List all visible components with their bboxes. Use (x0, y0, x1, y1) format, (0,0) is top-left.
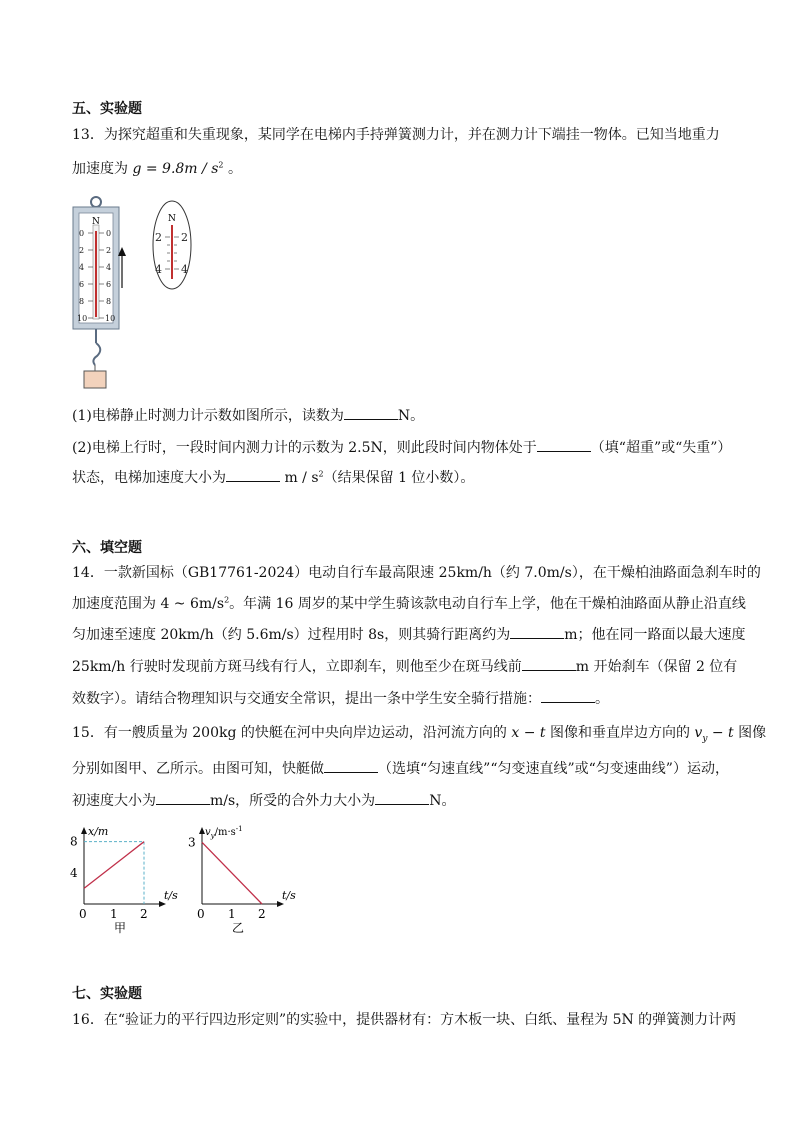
data-line (202, 842, 262, 904)
q14-line2 (72, 593, 746, 613)
vt-symbol: − t (707, 725, 734, 741)
q13-part3-note: （结果保留 1 位小数）。 (323, 470, 475, 486)
answer-blank-q15-2[interactable] (156, 791, 210, 805)
q15-line1-post: 图像 (738, 725, 767, 741)
q14-line2-post: 。年满 16 周岁的某中学生骑该款电动自行车上学，他在干燥柏油路面从静止沿直线 (229, 596, 746, 612)
gravity-exponent: 2 (218, 160, 224, 170)
q13-part3-exponent: 2 (318, 469, 324, 479)
q14-line3 (72, 624, 745, 644)
q14-line5-pre: 效数字）。请结合物理知识与交通安全常识，提出一条中学生安全骑行措施： (72, 691, 541, 707)
y-axis-unit: /m·s (214, 827, 236, 838)
scale-tick-right: 2 (106, 246, 112, 255)
q14-line5 (72, 688, 609, 708)
q14-line2-exponent: 2 (224, 595, 230, 605)
scale-tick-right: 8 (106, 297, 112, 306)
q13-part2-hint: （填“超重”或“失重”） (590, 440, 732, 456)
q13-part2 (72, 437, 731, 457)
zoom-tick-left: 2 (155, 231, 162, 244)
graph-caption: 甲 (114, 921, 127, 935)
vy-subscript: y (702, 733, 708, 744)
section-heading-6: 六、填空题 (72, 540, 142, 556)
answer-blank-q13-3[interactable] (226, 468, 280, 482)
spring-scale-figure (64, 193, 204, 393)
q13-part3-unit: m / s (284, 470, 319, 486)
answer-blank-q14-2[interactable] (522, 657, 576, 671)
q14-line4 (72, 656, 737, 676)
q13-line2-post: 。 (227, 161, 242, 177)
q14-line4-pre: 25km/h 行驶时发现前方斑马线有行人，立即刹车，则他至少在斑马线前 (72, 659, 522, 675)
q13-part3-text: 状态，电梯加速度大小为 (72, 470, 226, 486)
q15-line3-pre: 初速度大小为 (72, 793, 156, 809)
zoom-tick-right: 4 (181, 263, 188, 276)
graph-xt (66, 824, 176, 934)
q13-part3 (72, 467, 474, 487)
q14-line5-post: 。 (595, 691, 609, 707)
vy-symbol: v (694, 725, 703, 741)
scale-tick-right: 10 (105, 314, 116, 323)
graph-vt (184, 824, 304, 934)
q14-line3-post: m；他在同一路面以最大速度 (564, 627, 746, 643)
q13-line1: 13．为探究超重和失重现象，某同学在电梯内手持弹簧测力计，并在测力计下端挂一物体。已知当地重力 (72, 127, 720, 143)
q15-line3-mid: m/s，所受的合外力大小为 (210, 793, 376, 809)
data-line (84, 842, 144, 889)
answer-blank-q14-1[interactable] (510, 625, 564, 639)
q15-line2-pre: 分别如图甲、乙所示。由图可知，快艇做 (72, 761, 324, 777)
scale-tick-left: 10 (77, 314, 88, 323)
q13-part1-text: (1)电梯静止时测力计示数如图所示，读数为 (72, 408, 344, 424)
zoom-unit-label: N (168, 214, 176, 224)
q13-line2 (72, 158, 242, 178)
answer-blank-q13-1[interactable] (344, 406, 398, 420)
q13-part1-unit: N。 (397, 408, 425, 424)
q15-line3 (72, 790, 455, 810)
scale-tick-left: 2 (79, 246, 85, 255)
q14-line3-pre: 匀加速至速度 20km/h（约 5.6m/s）过程用时 8s，则其骑行距离约为 (72, 627, 511, 643)
scale-tick-right: 4 (106, 263, 112, 272)
y-tick-label: 4 (70, 865, 78, 880)
y-axis-label (205, 825, 243, 840)
x-axis-label: t/s (164, 889, 178, 902)
q15-line1 (72, 722, 766, 744)
y-tick-label: 8 (70, 834, 78, 849)
q13-part2-text: (2)电梯上行时，一段时间内测力计的示数为 2.5N，则此段时间内物体处于 (72, 440, 537, 456)
x-tick-label: 0 (79, 907, 87, 921)
answer-blank-q15-1[interactable] (324, 759, 378, 773)
q15-line1-pre: 15．有一艘质量为 200kg 的快艇在河中央向岸边运动，沿河流方向的 (72, 725, 507, 741)
x-axis-label: t/s (282, 889, 296, 902)
zoom-tick-right: 2 (181, 231, 188, 244)
section-heading-7: 七、实验题 (72, 986, 142, 1002)
scale-tick-right: 0 (106, 229, 112, 238)
answer-blank-q13-2[interactable] (537, 438, 591, 452)
x-tick-label: 1 (110, 907, 118, 921)
q15-line1-mid: 图像和垂直岸边方向的 (549, 725, 690, 741)
q14-line2-pre: 加速度范围为 4 ~ 6m/s (72, 596, 225, 612)
x-tick-label: 1 (228, 907, 236, 921)
y-axis-label: x/m (88, 825, 109, 838)
y-tick-label: 3 (188, 835, 196, 850)
x-tick-label: 0 (197, 907, 205, 921)
scale-tick-left: 4 (79, 263, 85, 272)
q15-line3-post: N。 (429, 793, 456, 809)
x-tick-label: 2 (258, 907, 266, 921)
scale-tick-left: 8 (79, 297, 85, 306)
q13-line2-pre: 加速度为 (72, 161, 128, 177)
q13-part1 (72, 405, 424, 425)
y-axis-exp: -1 (235, 825, 243, 833)
gravity-formula: g = 9.8m / s (132, 161, 219, 177)
y-axis-sub: y (210, 832, 215, 840)
xt-symbol: x − t (511, 725, 546, 741)
q16-line1: 16．在“验证力的平行四边形定则”的实验中，提供器材有：方木板一块、白纸、量程为 5N 的弹簧测力计两 (72, 1012, 737, 1028)
graph-caption: 乙 (232, 921, 245, 935)
y-axis-var: v (205, 827, 211, 838)
scale-tick-left: 0 (79, 229, 85, 238)
q14-line4-post: m 开始刹车（保留 2 位有 (575, 659, 738, 675)
answer-blank-q14-3[interactable] (541, 689, 595, 703)
answer-blank-q15-3[interactable] (375, 791, 429, 805)
q15-line2-post: （选填“匀速直线”“匀变速直线”或“匀变速曲线”）运动， (378, 761, 729, 777)
zoom-tick-left: 4 (155, 263, 162, 276)
scale-tick-left: 6 (79, 280, 85, 289)
q15-line2 (72, 758, 729, 778)
scale-tick-right: 6 (106, 280, 112, 289)
section-heading-5: 五、实验题 (72, 101, 142, 117)
q14-line1: 14．一款新国标（GB17761-2024）电动自行车最高限速 25km/h（约 7.0m/s），在干燥柏油路面急刹车时的 (72, 565, 761, 581)
scale-unit-label: N (92, 217, 100, 227)
x-tick-label: 2 (140, 907, 148, 921)
